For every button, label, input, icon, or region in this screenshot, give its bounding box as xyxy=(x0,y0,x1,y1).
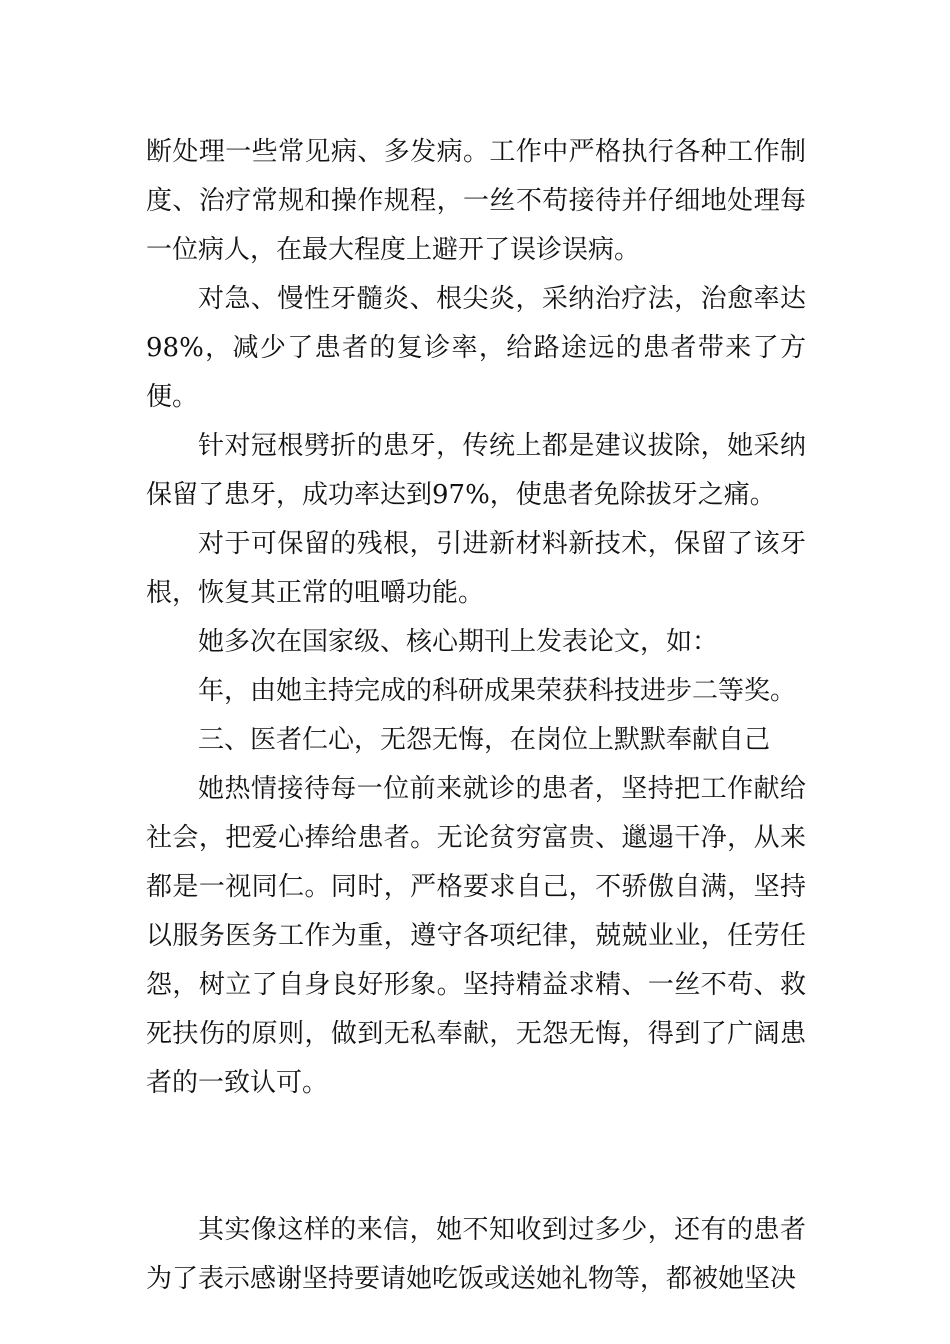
paragraph-8: 其实像这样的来信，她不知收到过多少，还有的患者为了表示感谢坚持要请她吃饭或送她礼物等，都被她坚决 xyxy=(146,1215,806,1294)
document-body xyxy=(146,128,806,1304)
paragraph-3: 针对冠根劈折的患牙，传统上都是建议拔除，她采纳保留了患牙，成功率达到97%，使患者免除拔牙之痛。 xyxy=(146,431,806,510)
paragraph-1: 断处理一些常见病、多发病。工作中严格执行各种工作制度、治疗常规和操作规程，一丝不苟接待并仔细地处理每一位病人，在最大程度上避开了误诊误病。 xyxy=(146,137,806,265)
paragraph-4: 对于可保留的残根，引进新材料新技术，保留了该牙根，恢复其正常的咀嚼功能。 xyxy=(146,529,806,608)
paragraph-6: 年，由她主持完成的科研成果荣获科技进步二等奖。 xyxy=(198,676,797,706)
paragraph-2: 对急、慢性牙髓炎、根尖炎，采纳治疗法，治愈率达98%，减少了患者的复诊率，给路途远的患者带来了方便。 xyxy=(146,284,806,412)
paragraph-7: 她热情接待每一位前来就诊的患者，坚持把工作献给社会，把爱心捧给患者。无论贫穷富贵、邋遢干净，从来都是一视同仁。同时，严格要求自己，不骄傲自满，坚持以服务医务工作为重，遵守各项纪律，兢兢业业，任劳任怨，树立了自身良好形象。坚持精益求精、一丝不苟、救死扶伤的原则，做到无私奉献，无怨无悔，得到了广阔患者的一致认可。 xyxy=(146,774,806,1098)
paragraph-gap xyxy=(146,1108,806,1206)
paragraph-5: 她多次在国家级、核心期刊上发表论文，如： xyxy=(198,627,719,657)
section-heading: 三、医者仁心，无怨无悔，在岗位上默默奉献自己 xyxy=(198,725,771,755)
